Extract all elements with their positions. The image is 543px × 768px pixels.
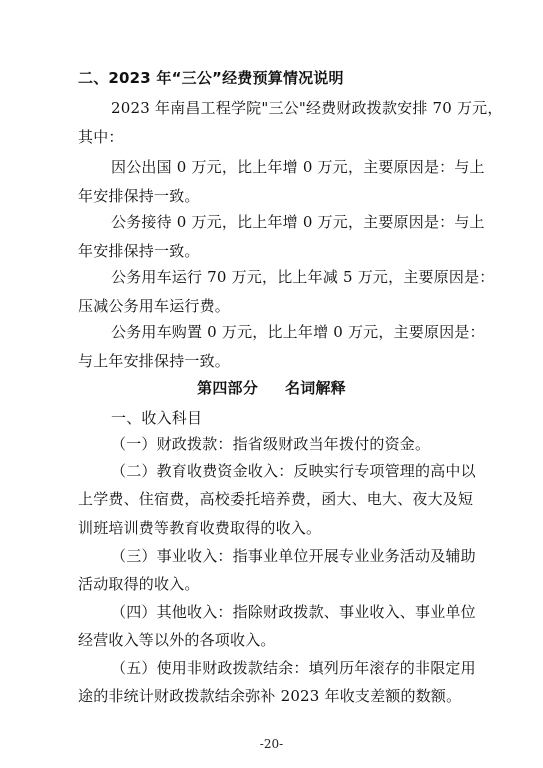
intro-line-1: 2023 年南昌工程学院"三公"经费财政拨款安排 70 万元， [111, 99, 503, 117]
item-line: 与上年安排保持一致。 [78, 352, 231, 370]
item-line: 年安排保持一致。 [78, 187, 200, 205]
definition-line: 途的非统计财政拨款结余弥补 2023 年收支差额的数额。 [78, 687, 462, 705]
definition-line: （二）教育收费资金收入：反映实行专项管理的高中以 [111, 462, 476, 480]
part-title: 第四部分 名词解释 [197, 379, 346, 397]
definition-line: （一）财政拨款：指省级财政当年拨付的资金。 [111, 435, 431, 453]
definition-line: 上学费、住宿费，高校委托培养费，函大、电大、夜大及短 [78, 490, 474, 508]
item-line: 公务用车运行 70 万元，比上年减 5 万元，主要原因是： [111, 268, 495, 286]
intro-line-2: 其中： [78, 128, 124, 146]
item-line: 公务接待 0 万元，比上年增 0 万元，主要原因是：与上 [111, 213, 485, 231]
item-line: 公务用车购置 0 万元，比上年增 0 万元，主要原因是： [111, 323, 485, 341]
subheading: 一、收入科目 [111, 409, 203, 427]
definition-line: 经营收入等以外的各项收入。 [78, 631, 276, 649]
item-line: 压减公务用车运行费。 [78, 297, 231, 315]
section-heading: 二、2023 年“三公”经费预算情况说明 [78, 69, 344, 87]
definition-line: （四）其他收入：指除财政拨款、事业收入、事业单位 [111, 603, 476, 621]
item-line: 因公出国 0 万元，比上年增 0 万元，主要原因是：与上 [111, 158, 485, 176]
item-line: 年安排保持一致。 [78, 242, 200, 260]
definition-line: （五）使用非财政拨款结余：填列历年滚存的非限定用 [111, 659, 476, 677]
definition-line: 训班培训费等教育收费取得的收入。 [78, 519, 322, 537]
definition-line: 活动取得的收入。 [78, 575, 200, 593]
definition-line: （三）事业收入：指事业单位开展专业业务活动及辅助 [111, 547, 476, 565]
page-number: -20- [259, 737, 284, 751]
